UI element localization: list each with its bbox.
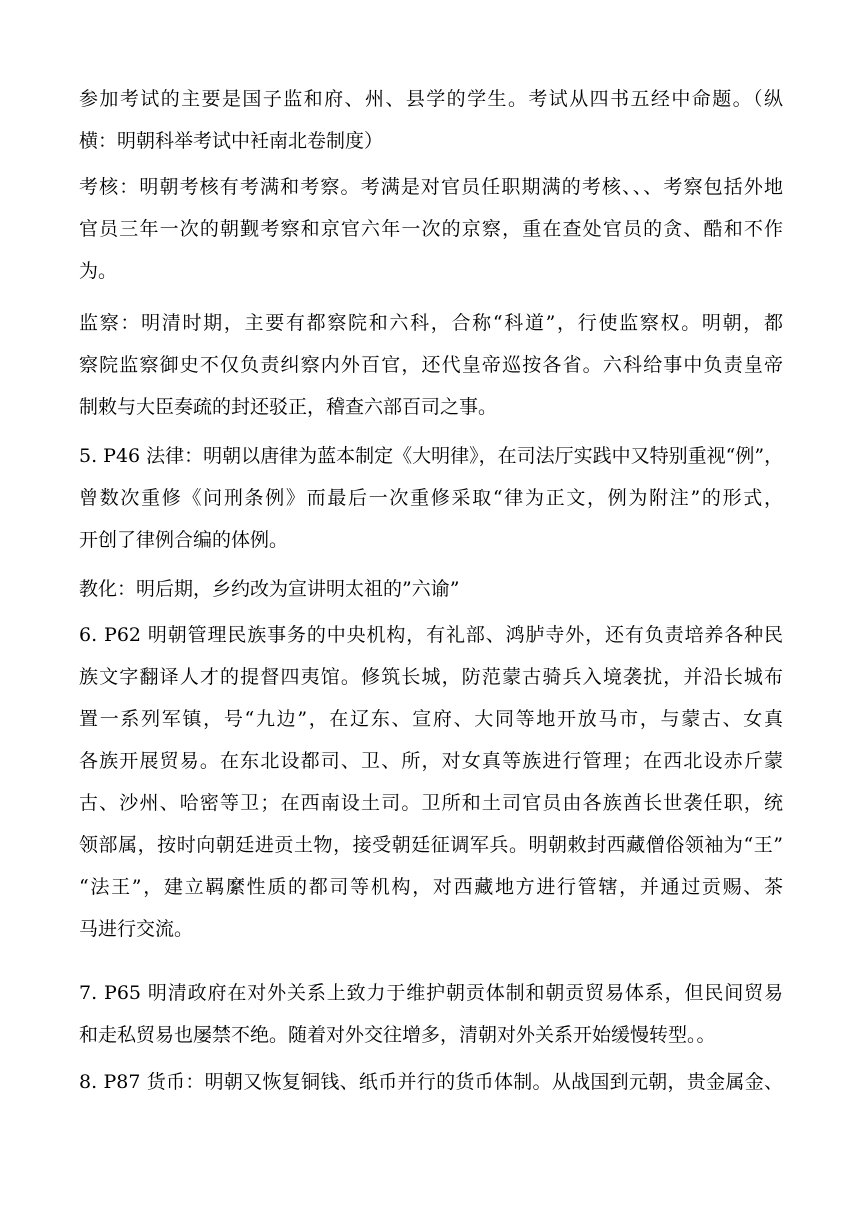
paragraph-currency <box>79 1061 783 1103</box>
text-line: 横：明朝科举考试中衽南北卷制度） <box>79 130 384 152</box>
text-line: 马进行交流。 <box>79 918 194 940</box>
paragraph-ethnic-affairs <box>79 614 783 950</box>
text-line: 5. P46 法律：明朝以唐律为蓝本制定《大明律》，在司法厅实践中又特别重视“例”， <box>79 445 784 467</box>
text-line: “法王”，建立羁縻性质的都司等机构，对西藏地方进行管辖，并通过贡赐、茶 <box>79 876 783 898</box>
text-line: 8. P87 货币：明朝又恢复铜钱、纸币并行的货币体制。从战国到元朝，贵金属金、 <box>79 1071 783 1093</box>
text-line: 官员三年一次的朝觐考察和京官六年一次的京察，重在查处官员的贪、酷和不作 <box>79 218 783 240</box>
text-line: 为。 <box>79 260 118 282</box>
text-line: 领部属，按时向朝廷进贡土物，接受朝廷征调军兵。明朝敕封西藏僧俗领袖为“王” <box>79 834 783 856</box>
text-line: 参加考试的主要是国子监和府、州、县学的学生。考试从四书五经中命题。（纵 <box>79 88 783 110</box>
text-line: 各族开展贸易。在东北设都司、卫、所，对女真等族进行管理；在西北设赤斤蒙 <box>79 750 783 772</box>
text-line: 察院监察御史不仅负责纠察内外百官，还代皇帝巡按各省。六科给事中负责皇帝 <box>79 354 783 376</box>
text-line: 曾数次重修《问刑条例》而最后一次重修采取“律为正文，例为附注”的形式， <box>79 487 783 509</box>
paragraph-law <box>79 435 783 561</box>
paragraph-assessment <box>79 166 783 292</box>
text-line: 6. P62 明朝管理民族事务的中央机构，有礼部、鸿胪寺外，还有负责培养各种民 <box>79 624 783 646</box>
paragraph-foreign-relations <box>79 972 783 1056</box>
paragraph-supervision <box>79 302 783 428</box>
text-line: 族文字翻译人才的提督四夷馆。修筑长城，防范蒙古骑兵入境袭扰，并沿长城布 <box>79 666 783 688</box>
paragraph-exam-continued <box>79 78 783 162</box>
text-line: 教化：明后期，乡约改为宣讲明太祖的”六谕” <box>79 578 460 600</box>
text-line: 考核：明朝考核有考满和考察。考满是对官员任职期满的考核、、、考察包括外地 <box>79 176 783 198</box>
text-line: 开创了律例合编的体例。 <box>79 529 289 551</box>
paragraph-education <box>79 568 783 610</box>
text-line: 7. P65 明清政府在对外关系上致力于维护朝贡体制和朝贡贸易体系，但民间贸易 <box>79 982 783 1004</box>
text-line: 监察：明清时期，主要有都察院和六科，合称“科道”，行使监察权。明朝，都 <box>79 312 783 334</box>
text-line: 和走私贸易也屡禁不绝。随着对外交往增多，清朝对外关系开始缓慢转型。。 <box>79 1024 716 1046</box>
text-line: 古、沙州、哈密等卫；在西南设土司。卫所和土司官员由各族酋长世袭任职，统 <box>79 792 783 814</box>
text-line: 制敕与大臣奏疏的封还驳正，稽查六部百司之事。 <box>79 396 498 418</box>
text-line: 置一系列军镇，号“九边”，在辽东、宣府、大同等地开放马市，与蒙古、女真 <box>79 708 783 730</box>
